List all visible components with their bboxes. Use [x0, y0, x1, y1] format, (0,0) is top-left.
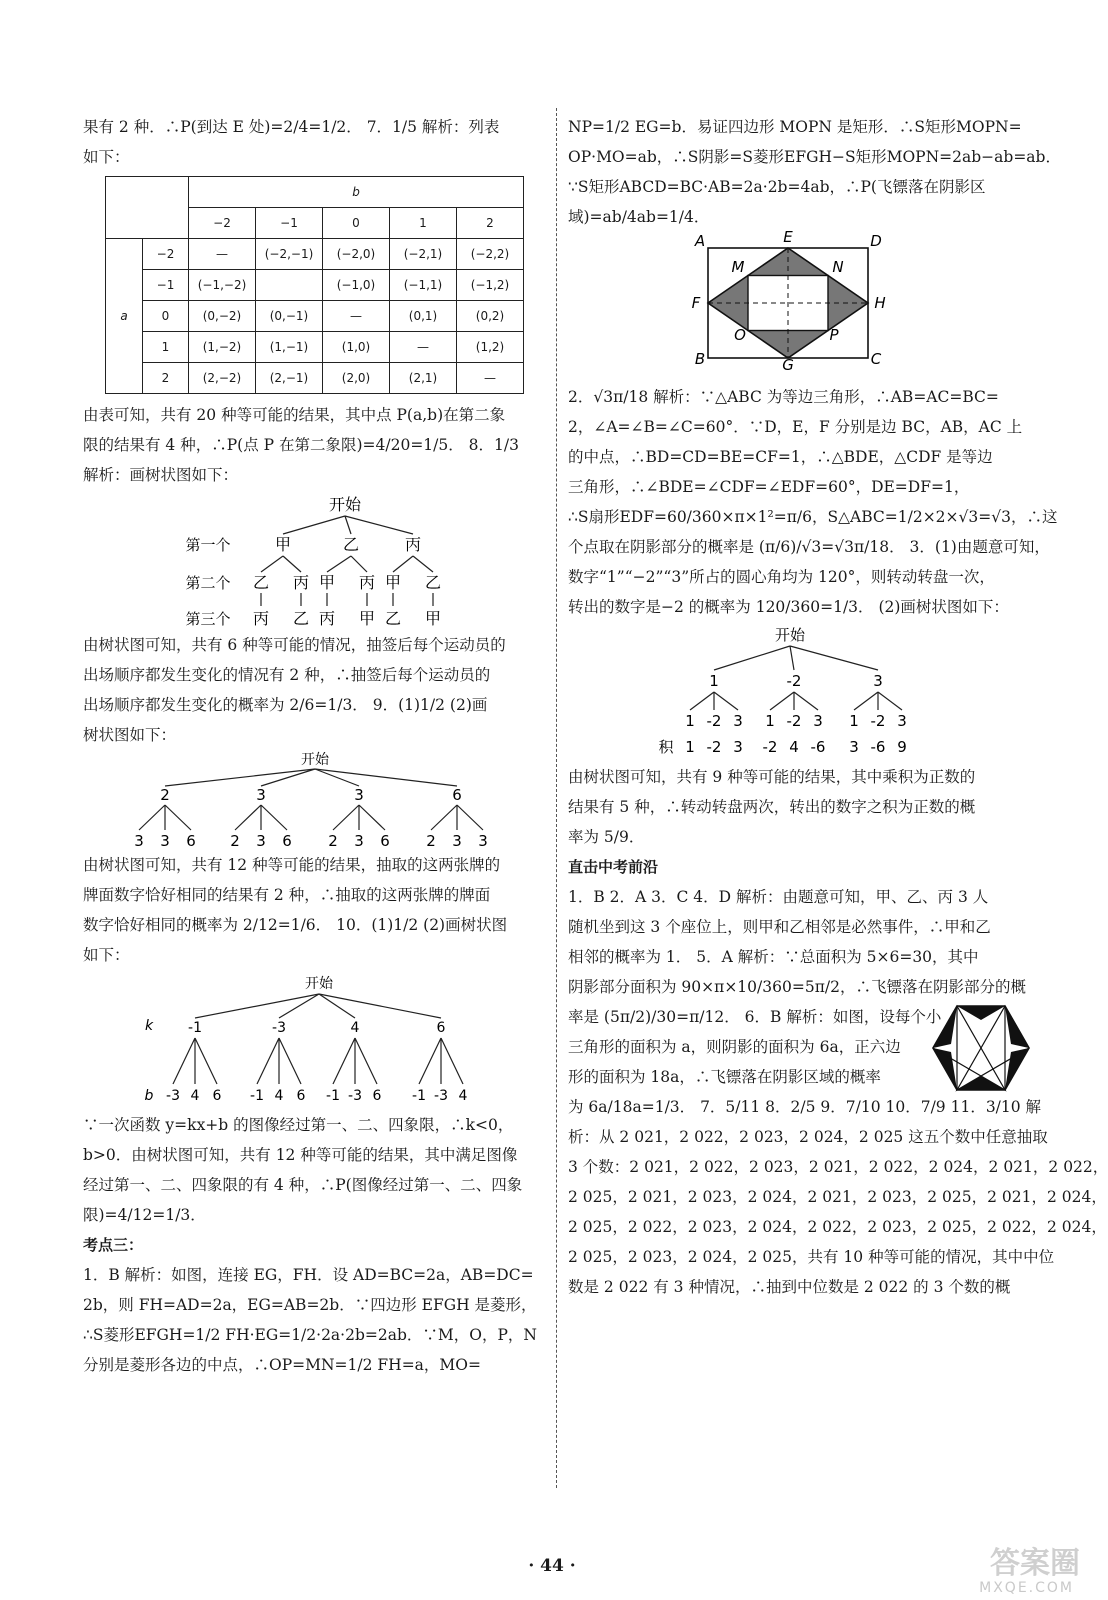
table-cell: (2,1) — [390, 363, 457, 394]
tree-node-level2: 甲 — [318, 573, 336, 592]
table-cell: (1,0) — [323, 332, 390, 363]
table-cell: (1,−2) — [189, 332, 256, 363]
tree-node-level1: 3 — [354, 786, 364, 804]
tree-node-level1: 3 — [873, 672, 883, 690]
tree-branch — [413, 556, 433, 572]
text-line: 如下： — [83, 148, 130, 166]
text-line: 1．B 2．A 3．C 4．D 解析：由题意可知，甲、乙、丙 3 人 — [568, 888, 989, 906]
tree-branch — [790, 646, 794, 670]
figure-vertex-label: F — [691, 294, 701, 312]
tree-branch — [139, 805, 165, 830]
table-cell: — — [457, 363, 524, 394]
outcome-table — [105, 176, 524, 394]
tree-node-level2: -1 — [326, 1088, 340, 1104]
figure-vertex-label: B — [694, 350, 706, 368]
tree-diagram-linear-function — [83, 970, 550, 1110]
tree-branch — [790, 646, 878, 670]
tree-node-level2: -2 — [870, 712, 886, 730]
text-line: 由表可知，共有 20 种等可能的结果，其中点 P(a,b)在第二象 — [83, 406, 506, 424]
table-cell: (2,0) — [323, 363, 390, 394]
text-line: NP=1/2 EG=b．易证四边形 MOPN 是矩形．∴S矩形MOPN= — [568, 118, 1022, 136]
text-line: ∵一次函数 y=kx+b 的图像经过第一、二、四象限，∴k<0， — [83, 1116, 514, 1134]
tree-node-level2: 3 — [478, 832, 488, 850]
figure-vertex-label: G — [782, 356, 794, 374]
tree-branch — [457, 805, 483, 830]
tree-node-level2: 丙 — [292, 573, 310, 592]
section-heading: 直击中考前沿 — [568, 858, 659, 876]
tree-branch — [333, 1038, 355, 1084]
tree-branch — [173, 1038, 195, 1084]
tree-branch — [351, 556, 367, 572]
tree-node-level2: 3 — [733, 712, 743, 730]
tree-branch — [794, 692, 818, 710]
text-line: 随机坐到这 3 个座位上，则甲和乙相邻是必然事件，∴甲和乙 — [568, 918, 991, 936]
text-line: OP·MO=ab，∴S阴影=S菱形EFGH−S矩形MOPN=2ab−ab=ab． — [568, 148, 1061, 166]
tree-branch — [261, 805, 287, 830]
column-divider — [556, 108, 557, 1488]
tree-branch — [257, 1038, 279, 1084]
tree-node-level2: -3 — [166, 1088, 180, 1104]
tree-node-level2: 甲 — [384, 573, 402, 592]
tree-node-level2: 3 — [256, 832, 266, 850]
tree-node-level2: 乙 — [252, 573, 270, 592]
tree-node-level2: 3 — [452, 832, 462, 850]
tree-branch — [195, 1038, 217, 1084]
tree-node-level2: 6 — [186, 832, 196, 850]
tree-node-level2: -3 — [348, 1088, 362, 1104]
tree-branch — [327, 556, 351, 572]
text-line: 分别是菱形各边的中点，∴OP=MN=1/2 FH=a，MO= — [83, 1356, 481, 1374]
figure-vertex-label: C — [870, 350, 882, 368]
text-line: 1．B 解析：如图，连接 EG，FH．设 AD=BC=2a，AB=DC= — [83, 1266, 534, 1284]
tree-product: 9 — [897, 738, 907, 756]
watermark-logo: 答案圈 — [990, 1546, 1080, 1581]
text-line: 数字恰好相同的概率为 2/12=1/6． 10．(1)1/2 (2)画树状图 — [83, 916, 508, 934]
tree-node-level2: -1 — [412, 1088, 426, 1104]
text-line: ∵S矩形ABCD=BC·AB=2a·2b=4ab，∴P(飞镖落在阴影区 — [568, 178, 986, 196]
tree-branch — [345, 516, 351, 534]
figure-vertex-label: E — [783, 228, 793, 246]
tree-node-level1: 2 — [160, 786, 170, 804]
table-row-header: 1 — [143, 332, 189, 363]
table-row-header: −2 — [143, 239, 189, 270]
text-line: ∴S菱形EFGH=1/2 FH·EG=1/2·2a·2b=2ab．∵M，O，P，N — [83, 1326, 537, 1344]
text-line: 由树状图可知，共有 6 种等可能的情况，抽签后每个运动员的 — [83, 636, 506, 654]
figure-vertex-label: D — [870, 232, 882, 250]
text-line: 如下： — [83, 946, 130, 964]
tree-node-level1: -2 — [786, 672, 802, 690]
tree-node-level2: -2 — [786, 712, 802, 730]
tree-row-label: 第一个 — [185, 536, 231, 554]
text-line: 2 025，2 022，2 023，2 024，2 022，2 023，2 025，2 022，2 024， — [568, 1218, 1107, 1236]
tree-node-level2: -3 — [434, 1088, 448, 1104]
table-cell: — — [323, 301, 390, 332]
tree-node-level1: -1 — [188, 1020, 202, 1036]
table-cell: — — [390, 332, 457, 363]
table-corner — [106, 177, 189, 239]
text-line: 率是 (5π/2)/30=π/12． 6．B 解析：如图，设每个小 — [568, 1008, 942, 1026]
triangle-line — [933, 1006, 1005, 1090]
text-line: 2 025，2 021，2 023，2 024，2 021，2 023，2 025，2 021，2 024， — [568, 1188, 1107, 1206]
tree-branch — [165, 805, 191, 830]
table-row-header: 0 — [143, 301, 189, 332]
text-line: 结果有 5 种，∴转动转盘两次，转出的数字之积为正数的概 — [568, 798, 976, 816]
tree-root: 开始 — [328, 495, 362, 514]
tree-row-label: 第二个 — [185, 574, 231, 592]
tree-diagram-spinner — [568, 622, 1033, 762]
tree-node-level2: 3 — [134, 832, 144, 850]
table-col-header: 0 — [323, 208, 390, 239]
tree-node-level2: 4 — [190, 1088, 200, 1104]
text-line: 由树状图可知，共有 9 种等可能的结果，其中乘积为正数的 — [568, 768, 976, 786]
tree-node-level2: 6 — [372, 1088, 382, 1104]
tree-node-level2: 乙 — [424, 573, 442, 592]
tree-node-level2: 3 — [813, 712, 823, 730]
tree-branch — [419, 1038, 441, 1084]
tree-node-level1: 丙 — [404, 535, 422, 554]
tree-row-label: k — [144, 1018, 154, 1034]
tree-branch — [431, 805, 457, 830]
tree-branch — [690, 692, 714, 710]
tree-node-level3: 甲 — [424, 609, 442, 628]
text-line: b>0．由树状图可知，共有 12 种等可能的结果，其中满足图像 — [83, 1146, 518, 1164]
tree-node-level1: 1 — [709, 672, 719, 690]
tree-diagram-athletes — [83, 490, 550, 630]
tree-node-level1: 4 — [350, 1020, 360, 1036]
watermark-url: MXQE.COM — [979, 1580, 1074, 1596]
tree-branch — [283, 516, 345, 534]
tree-branch — [235, 805, 261, 830]
tree-node-level3: 甲 — [358, 609, 376, 628]
text-line: 经过第一、二、四象限的有 4 种，∴P(图像经过第一、二、四象 — [83, 1176, 523, 1194]
text-line: 限的结果有 4 种，∴P(点 P 在第二象限)=4/20=1/5． 8．1/3 — [83, 436, 519, 454]
triangle-line — [957, 1006, 1029, 1090]
tree-node-level2: 3 — [160, 832, 170, 850]
text-line: 出场顺序都发生变化的情况有 2 种，∴抽签后每个运动员的 — [83, 666, 491, 684]
tree-node-level1: 甲 — [274, 535, 292, 554]
tree-root: 开始 — [305, 976, 333, 992]
page-number: · 44 · — [528, 1556, 576, 1576]
table-cell: (−2,0) — [323, 239, 390, 270]
text-line: 域)=ab/4ab=1/4． — [568, 208, 710, 226]
table-cell: (1,2) — [457, 332, 524, 363]
tree-node-level2: -1 — [250, 1088, 264, 1104]
text-line: 树状图如下： — [83, 726, 177, 744]
tree-node-level2: 1 — [849, 712, 859, 730]
table-cell: (−1,0) — [323, 270, 390, 301]
table-col-header: 1 — [390, 208, 457, 239]
tree-branch — [714, 692, 738, 710]
tree-diagram-cards — [83, 750, 550, 850]
text-line: 牌面数字恰好相同的结果有 2 种，∴抽取的这两张牌的牌面 — [83, 886, 491, 904]
table-cell: (−2,−1) — [256, 239, 323, 270]
text-line: 析：从 2 021，2 022，2 023，2 024，2 025 这五个数中任意抽取 — [568, 1128, 1048, 1146]
tree-product: 3 — [733, 738, 743, 756]
text-line: 数字“1”“−2”“3”所占的圆心角均为 120°，则转动转盘一次， — [568, 568, 995, 586]
rectangle-rhombus-figure — [568, 228, 1033, 382]
tree-node-level3: 丙 — [252, 609, 270, 628]
text-line: 2b，则 FH=AD=2a，EG=AB=2b．∵四边形 EFGH 是菱形， — [83, 1296, 537, 1314]
tree-node-level2: 丙 — [358, 573, 376, 592]
tree-branch — [441, 1038, 463, 1084]
text-line: 出场顺序都发生变化的概率为 2/6=1/3． 9．(1)1/2 (2)画 — [83, 696, 488, 714]
tree-node-level1: 3 — [256, 786, 266, 804]
tree-branch — [261, 556, 283, 572]
tree-node-level2: 6 — [296, 1088, 306, 1104]
tree-branch — [854, 692, 878, 710]
tree-node-level2: 2 — [426, 832, 436, 850]
text-line: 果有 2 种．∴P(到达 E 处)=2/4=1/2． 7．1/5 解析：列表 — [83, 118, 500, 136]
text-line: 三角形，∴∠BDE=∠CDF=∠EDF=60°，DE=DF=1， — [568, 478, 970, 496]
figure-vertex-label: H — [874, 294, 886, 312]
tree-node-level2: -2 — [706, 712, 722, 730]
figure-vertex-label: P — [829, 326, 839, 344]
left-column — [83, 112, 550, 1380]
table-cell: (−1,1) — [390, 270, 457, 301]
tree-node-level2: 1 — [765, 712, 775, 730]
text-line: 阴影部分面积为 90×π×10/360=5π/2，∴飞镖落在阴影部分的概 — [568, 978, 1026, 996]
text-line: 2 025，2 023，2 024，2 025，共有 10 种等可能的情况，其中中位 — [568, 1248, 1055, 1266]
table-col-header: 2 — [457, 208, 524, 239]
tree-product: -2 — [706, 738, 722, 756]
figure-vertex-label: M — [731, 258, 745, 276]
tree-product: -6 — [870, 738, 886, 756]
figure-vertex-label: N — [832, 258, 844, 276]
table-header-a: a — [106, 239, 143, 394]
tree-node-level2: 6 — [282, 832, 292, 850]
tree-row-label: 第三个 — [185, 610, 231, 628]
tree-branch — [345, 516, 413, 534]
table-cell: (−1,−2) — [189, 270, 256, 301]
tree-node-level2: 1 — [685, 712, 695, 730]
tree-branch — [393, 556, 413, 572]
text-line: 限)=4/12=1/3． — [83, 1206, 206, 1224]
figure-vertex-label: O — [734, 326, 746, 344]
table-cell: (0,2) — [457, 301, 524, 332]
text-line: 个点取在阴影部分的概率是 (π/6)/√3=√3π/18． 3．(1)由题意可知， — [568, 538, 1050, 556]
tree-branch — [279, 1038, 301, 1084]
table-cell — [256, 270, 323, 301]
table-row-header: 2 — [143, 363, 189, 394]
hexagram-figure — [931, 1002, 1031, 1094]
text-line: 数是 2 022 有 3 种情况，∴抽到中位数是 2 022 的 3 个数的概 — [568, 1278, 1011, 1296]
tree-product: 4 — [789, 738, 799, 756]
tree-root: 开始 — [774, 626, 806, 644]
tree-node-level3: 丙 — [318, 609, 336, 628]
table-header-b: b — [189, 177, 524, 208]
tree-node-level1: 乙 — [342, 535, 360, 554]
table-cell: (2,−1) — [256, 363, 323, 394]
text-line: 相邻的概率为 1． 5．A 解析：∵总面积为 5×6=30，其中 — [568, 948, 979, 966]
hexagon-block — [568, 1002, 1033, 1092]
tree-branch — [195, 994, 319, 1018]
text-line: ∴S扇形EDF=60/360×π×1²=π/6，S△ABC=1/2×2×√3=√3，∴这 — [568, 508, 1058, 526]
table-cell: (0,−2) — [189, 301, 256, 332]
right-column — [568, 112, 1108, 1302]
table-col-header: −1 — [256, 208, 323, 239]
tree-root: 开始 — [301, 752, 329, 768]
tree-node-level2: 4 — [274, 1088, 284, 1104]
tree-product: 3 — [849, 738, 859, 756]
figure-vertex-label: A — [694, 232, 706, 250]
tree-node-level2: 3 — [897, 712, 907, 730]
text-line: 为 6a/18a=1/3． 7．5/11 8．2/5 9．7/10 10．7/9 11．3/10 解 — [568, 1098, 1042, 1116]
section-heading: 考点三： — [83, 1236, 144, 1254]
tree-branch — [878, 692, 902, 710]
text-line: 2，∠A=∠B=∠C=60°．∵D，E，F 分别是边 BC，AB，AC 上 — [568, 418, 1023, 436]
text-line: 解析：画树状图如下： — [83, 466, 239, 484]
table-cell: (−2,1) — [390, 239, 457, 270]
tree-branch — [333, 805, 359, 830]
tree-branch — [355, 1038, 377, 1084]
tree-node-level1: -3 — [272, 1020, 286, 1036]
text-line: 3 个数：2 021，2 022，2 023，2 021，2 022，2 024，2 021，2 022， — [568, 1158, 1108, 1176]
tree-node-level2: 6 — [212, 1088, 222, 1104]
tree-node-level1: 6 — [436, 1020, 446, 1036]
text-line: 形的面积为 18a，∴飞镖落在阴影区域的概率 — [568, 1068, 881, 1086]
table-cell: (−2,2) — [457, 239, 524, 270]
text-line: 率为 5/9． — [568, 828, 645, 846]
tree-branch — [165, 769, 315, 786]
table-cell: (1,−1) — [256, 332, 323, 363]
tree-node-level3: 乙 — [292, 609, 310, 628]
text-line: 由树状图可知，共有 12 种等可能的结果，抽取的这两张牌的 — [83, 856, 501, 874]
tree-node-level2: 6 — [380, 832, 390, 850]
tree-branch — [770, 692, 794, 710]
table-cell: (−1,2) — [457, 270, 524, 301]
tree-product: -2 — [762, 738, 778, 756]
tree-node-level1: 6 — [452, 786, 462, 804]
tree-row-label: b — [144, 1088, 154, 1104]
tree-node-level3: 乙 — [384, 609, 402, 628]
text-line: 转出的数字是−2 的概率为 120/360=1/3． (2)画树状图如下： — [568, 598, 1009, 616]
text-line: 2．√3π/18 解析：∵△ABC 为等边三角形，∴AB=AC=BC= — [568, 388, 999, 406]
tree-branch — [714, 646, 790, 670]
tree-node-level2: 2 — [328, 832, 338, 850]
table-col-header: −2 — [189, 208, 256, 239]
table-cell: (2,−2) — [189, 363, 256, 394]
tree-node-level2: 3 — [354, 832, 364, 850]
table-cell: — — [189, 239, 256, 270]
text-line: 三角形的面积为 a，则阴影的面积为 6a，正六边 — [568, 1038, 901, 1056]
tree-product: 1 — [685, 738, 695, 756]
table-row-header: −1 — [143, 270, 189, 301]
tree-product: -6 — [810, 738, 826, 756]
table-cell: (0,−1) — [256, 301, 323, 332]
tree-node-level2: 4 — [458, 1088, 468, 1104]
tree-row-label: 积 — [658, 738, 674, 756]
text-line: 的中点，∴BD=CD=BE=CF=1，∴△BDE，△CDF 是等边 — [568, 448, 993, 466]
table-cell: (0,1) — [390, 301, 457, 332]
tree-branch — [359, 805, 385, 830]
tree-branch — [283, 556, 301, 572]
tree-node-level2: 2 — [230, 832, 240, 850]
